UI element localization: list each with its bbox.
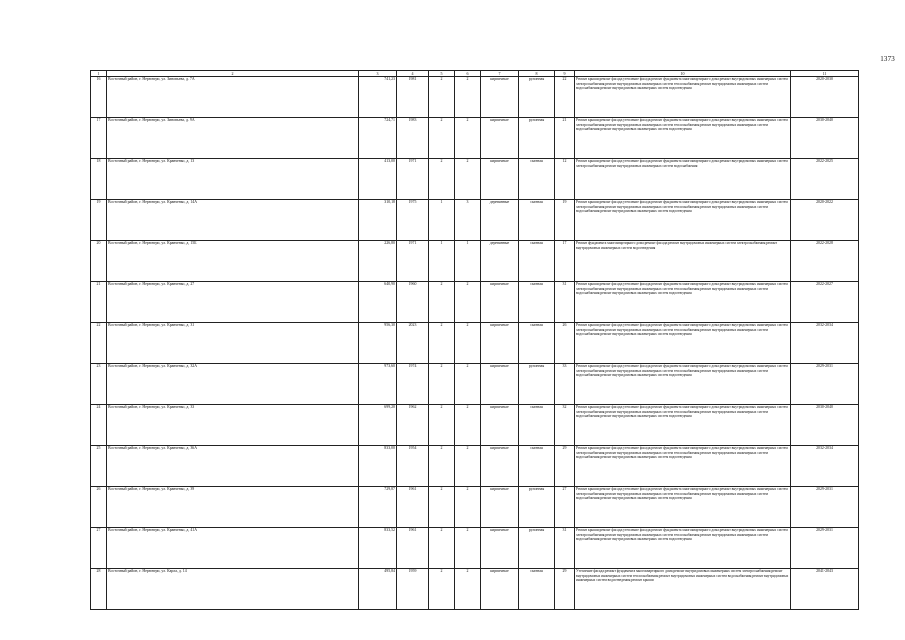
entrances-cell: 2 — [455, 405, 481, 446]
walls-material-cell: кирпичные — [481, 487, 519, 528]
planned-period-cell: 2029-2031 — [791, 487, 859, 528]
table-row — [91, 77, 859, 118]
table-row — [91, 405, 859, 446]
planned-period-cell: 2022-2028 — [791, 241, 859, 282]
repair-works-cell: Ремонт крыши;ремонт фасада;утепление фасада;ремонт фундамента многоквартирного дома;ремонт внутридомовых инженерных систем электроснабжения;ремонт внутридомовых инженерных систем теплоснабжения;ремонт внутридомовых инженерных систем водоснабжения;ремонт внутридомовых инженерных систем водоотведения — [575, 282, 791, 323]
row-number: 21 — [91, 282, 107, 323]
row-number: 27 — [91, 528, 107, 569]
address-cell: Восточный район, г. Нерюнгри, ул. Кравченко, д. 27 — [107, 282, 359, 323]
walls-material-cell: кирпичные — [481, 282, 519, 323]
planned-period-cell: 2022-2027 — [791, 282, 859, 323]
walls-material-cell: кирпичные — [481, 77, 519, 118]
year-cell: 1981 — [397, 77, 429, 118]
repair-works-cell: Ремонт крыши;ремонт фасада;утепление фасада;ремонт фундамента многоквартирного дома;ремонт внутридомовых инженерных систем электроснабжения;ремонт внутридомовых инженерных систем теплоснабжения;ремонт внутридомовых инженерных систем водоснабжения;ремонт внутридомовых инженерных систем водоотведения — [575, 405, 791, 446]
column-header-5: 5 — [429, 71, 455, 77]
table-body — [91, 77, 859, 610]
residents-cell: 27 — [555, 487, 575, 528]
area-cell: 833,52 — [359, 528, 397, 569]
row-number: 17 — [91, 118, 107, 159]
walls-material-cell: кирпичные — [481, 159, 519, 200]
residents-cell: 26 — [555, 323, 575, 364]
repair-works-cell: Ремонт крыши;ремонт фасада;утепление фасада;ремонт фундамента многоквартирного дома;ремонт внутридомовых инженерных систем электроснабжения;ремонт внутридомовых инженерных систем теплоснабжения;ремонт внутридомовых инженерных систем водоснабжения;ремонт внутридомовых инженерных систем водоотведения — [575, 528, 791, 569]
year-cell: 1959 — [397, 569, 429, 610]
repair-works-cell: Ремонт крыши;ремонт фасада;утепление фасада;ремонт фундамента многоквартирного дома;ремонт внутридомовых инженерных систем электроснабжения;ремонт внутридомовых инженерных систем теплоснабжения;ремонт внутридомовых инженерных систем водоснабжения;ремонт внутридомовых инженерных систем водоотведения — [575, 364, 791, 405]
planned-period-cell: 2029-2031 — [791, 528, 859, 569]
floors-cell: 2 — [429, 282, 455, 323]
row-number: 28 — [91, 569, 107, 610]
entrances-cell: 2 — [455, 282, 481, 323]
residents-cell: 33 — [555, 364, 575, 405]
entrances-cell: 2 — [455, 77, 481, 118]
column-header-2: 2 — [107, 71, 359, 77]
floors-cell: 2 — [429, 446, 455, 487]
walls-material-cell: деревянные — [481, 241, 519, 282]
walls-material-cell: кирпичные — [481, 364, 519, 405]
floors-cell: 2 — [429, 118, 455, 159]
planned-period-cell: 2029-2031 — [791, 364, 859, 405]
row-number: 16 — [91, 77, 107, 118]
planned-period-cell: 2030-2040 — [791, 118, 859, 159]
year-cell: 1961 — [397, 487, 429, 528]
planned-period-cell: 2020-2030 — [791, 77, 859, 118]
area-cell: 833,00 — [359, 446, 397, 487]
repair-works-cell: Ремонт крыши;ремонт фасада;утепление фасада;ремонт фундамента многоквартирного дома;ремонт внутридомовых инженерных систем электроснабжения;ремонт внутридомовых инженерных систем водоснабжения — [575, 159, 791, 200]
roof-type-cell: рулонная — [519, 77, 555, 118]
repair-works-cell: Ремонт крыши;ремонт фасада;утепление фасада;ремонт фундамента многоквартирного дома;ремонт внутридомовых инженерных систем электроснабжения;ремонт внутридомовых инженерных систем теплоснабжения;ремонт внутридомовых инженерных систем водоснабжения;ремонт внутридомовых инженерных систем водоотведения — [575, 118, 791, 159]
column-header-6: 6 — [455, 71, 481, 77]
area-cell: 729,87 — [359, 487, 397, 528]
residents-cell: 31 — [555, 282, 575, 323]
residents-cell: 21 — [555, 118, 575, 159]
column-header-3: 3 — [359, 71, 397, 77]
repair-works-cell: Утепление фасада;ремонт фундамента многоквартирного дома;ремонт внутридомовых инженерных систем электроснабжения;ремонт внутридомовых инженерных систем теплоснабжения;ремонт внутридомовых инженерных систем водоснабжения;ремонт внутридомовых инженерных систем водоотведения;ремонт крыши — [575, 569, 791, 610]
repair-works-cell: Ремонт фундамента многоквартирного дома;ремонт фасада;ремонт внутридомовых инженерных систем электроснабжения;ремонт внутридомовых инженерных систем водоотведения — [575, 241, 791, 282]
year-cell: 1962 — [397, 405, 429, 446]
area-cell: 741,23 — [359, 77, 397, 118]
row-number: 25 — [91, 446, 107, 487]
table-row — [91, 364, 859, 405]
column-header-4: 4 — [397, 71, 429, 77]
repair-works-cell: Ремонт крыши;ремонт фасада;утепление фасада;ремонт фундамента многоквартирного дома;ремонт внутридомовых инженерных систем электроснабжения;ремонт внутридомовых инженерных систем теплоснабжения;ремонт внутридомовых инженерных систем водоснабжения;ремонт внутридомовых инженерных систем водоотведения — [575, 446, 791, 487]
planned-period-cell: 2041-2043 — [791, 569, 859, 610]
floors-cell: 2 — [429, 405, 455, 446]
table-row — [91, 282, 859, 323]
walls-material-cell: кирпичные — [481, 569, 519, 610]
column-header-7: 7 — [481, 71, 519, 77]
year-cell: 2023 — [397, 323, 429, 364]
year-cell: 1960 — [397, 282, 429, 323]
residents-cell: 31 — [555, 528, 575, 569]
column-header-9: 9 — [555, 71, 575, 77]
address-cell: Восточный район, г. Нерюнгри, ул. Кравченко, д. 14А — [107, 200, 359, 241]
repair-works-cell: Ремонт крыши;ремонт фасада;утепление фасада;ремонт фундамента многоквартирного дома;ремонт внутридомовых инженерных систем электроснабжения;ремонт внутридомовых инженерных систем теплоснабжения;ремонт внутридомовых инженерных систем водоснабжения;ремонт внутридомовых инженерных систем водоотведения — [575, 77, 791, 118]
planned-period-cell: 2020-2022 — [791, 200, 859, 241]
floors-cell: 2 — [429, 323, 455, 364]
row-number: 20 — [91, 241, 107, 282]
walls-material-cell: кирпичные — [481, 528, 519, 569]
area-cell: 226,80 — [359, 241, 397, 282]
repair-works-cell: Ремонт крыши;ремонт фасада;утепление фасада;ремонт фундамента многоквартирного дома;ремонт внутридомовых инженерных систем электроснабжения;ремонт внутридомовых инженерных систем теплоснабжения;ремонт внутридомовых инженерных систем водоснабжения;ремонт внутридомовых инженерных систем водоотведения — [575, 323, 791, 364]
area-cell: 310,18 — [359, 200, 397, 241]
roof-type-cell: скатная — [519, 569, 555, 610]
area-cell: 724,71 — [359, 118, 397, 159]
year-cell: 1954 — [397, 446, 429, 487]
address-cell: Восточный район, г. Нерюнгри, ул. Кравченко, д. 33 — [107, 405, 359, 446]
address-cell: Восточный район, г. Нерюнгри, ул. Карла, д. 14 — [107, 569, 359, 610]
area-cell: 699,20 — [359, 405, 397, 446]
floors-cell: 2 — [429, 487, 455, 528]
walls-material-cell: кирпичные — [481, 446, 519, 487]
entrances-cell: 2 — [455, 364, 481, 405]
row-number: 24 — [91, 405, 107, 446]
residents-cell: 17 — [555, 241, 575, 282]
entrances-cell: 3 — [455, 200, 481, 241]
year-cell: 1974 — [397, 364, 429, 405]
area-cell: 640,90 — [359, 282, 397, 323]
floors-cell: 2 — [429, 569, 455, 610]
table-row — [91, 569, 859, 610]
planned-period-cell: 2022-2025 — [791, 159, 859, 200]
roof-type-cell: рулонная — [519, 487, 555, 528]
row-number: 26 — [91, 487, 107, 528]
table-row — [91, 487, 859, 528]
table-row — [91, 241, 859, 282]
floors-cell: 1 — [429, 241, 455, 282]
area-cell: 956,30 — [359, 323, 397, 364]
entrances-cell: 2 — [455, 528, 481, 569]
area-cell: 495,84 — [359, 569, 397, 610]
entrances-cell: 2 — [455, 446, 481, 487]
entrances-cell: 2 — [455, 487, 481, 528]
table-row — [91, 118, 859, 159]
roof-type-cell: скатная — [519, 282, 555, 323]
address-cell: Восточный район, г. Нерюнгри, ул. Кравченко, д. 31 — [107, 323, 359, 364]
table-row — [91, 323, 859, 364]
roof-type-cell: скатная — [519, 159, 555, 200]
address-cell: Восточный район, г. Нерюнгри, ул. Зиновьева, д. 9А — [107, 118, 359, 159]
entrances-cell: 1 — [455, 241, 481, 282]
address-cell: Восточный район, г. Нерюнгри, ул. Зиновьева, д. 7А — [107, 77, 359, 118]
residents-cell: 12 — [555, 159, 575, 200]
walls-material-cell: кирпичные — [481, 118, 519, 159]
repair-works-cell: Ремонт крыши;ремонт фасада;утепление фасада;ремонт фундамента многоквартирного дома;ремонт внутридомовых инженерных систем электроснабжения;ремонт внутридомовых инженерных систем теплоснабжения;ремонт внутридомовых инженерных систем водоснабжения;ремонт внутридомовых инженерных систем водоотведения — [575, 200, 791, 241]
planned-period-cell: 2032-2034 — [791, 446, 859, 487]
residents-cell: 19 — [555, 200, 575, 241]
roof-type-cell: скатная — [519, 200, 555, 241]
area-cell: 973,60 — [359, 364, 397, 405]
planned-period-cell: 2030-2040 — [791, 405, 859, 446]
entrances-cell: 2 — [455, 159, 481, 200]
table-row — [91, 528, 859, 569]
roof-type-cell: рулонная — [519, 528, 555, 569]
roof-type-cell: скатная — [519, 241, 555, 282]
repair-works-cell: Ремонт крыши;ремонт фасада;утепление фасада;ремонт фундамента многоквартирного дома;ремонт внутридомовых инженерных систем электроснабжения;ремонт внутридомовых инженерных систем теплоснабжения;ремонт внутридомовых инженерных систем водоснабжения;ремонт внутридомовых инженерных систем водоотведения — [575, 487, 791, 528]
residents-cell: 22 — [555, 77, 575, 118]
year-cell: 1971 — [397, 159, 429, 200]
area-cell: 413,00 — [359, 159, 397, 200]
floors-cell: 2 — [429, 159, 455, 200]
year-cell: 1971 — [397, 241, 429, 282]
residents-cell: 32 — [555, 405, 575, 446]
roof-type-cell: скатная — [519, 323, 555, 364]
year-cell: 1975 — [397, 200, 429, 241]
entrances-cell: 2 — [455, 569, 481, 610]
roof-type-cell: рулонная — [519, 364, 555, 405]
row-number: 18 — [91, 159, 107, 200]
floors-cell: 2 — [429, 77, 455, 118]
row-number: 22 — [91, 323, 107, 364]
table-row — [91, 446, 859, 487]
address-cell: Восточный район, г. Нерюнгри, ул. Кравченко, д. 32А — [107, 364, 359, 405]
address-cell: Восточный район, г. Нерюнгри, ул. Кравченко, д. 39 — [107, 487, 359, 528]
column-header-8: 8 — [519, 71, 555, 77]
page-number: 1373 — [880, 55, 895, 63]
column-header-11: 11 — [791, 71, 859, 77]
floors-cell: 2 — [429, 364, 455, 405]
row-number: 19 — [91, 200, 107, 241]
walls-material-cell: кирпичные — [481, 323, 519, 364]
year-cell: 1983 — [397, 118, 429, 159]
roof-type-cell: скатная — [519, 405, 555, 446]
entrances-cell: 2 — [455, 323, 481, 364]
address-cell: Восточный район, г. Нерюнгри, ул. Кравченко, д. 36А — [107, 446, 359, 487]
floors-cell: 1 — [429, 200, 455, 241]
table-row — [91, 200, 859, 241]
address-cell: Восточный район, г. Нерюнгри, ул. Кравченко, д. 15Б — [107, 241, 359, 282]
table-row — [91, 159, 859, 200]
year-cell: 1961 — [397, 528, 429, 569]
entrances-cell: 2 — [455, 118, 481, 159]
address-cell: Восточный район, г. Нерюнгри, ул. Кравченко, д. 41А — [107, 528, 359, 569]
row-number: 23 — [91, 364, 107, 405]
walls-material-cell: деревянные — [481, 200, 519, 241]
residents-cell: 29 — [555, 569, 575, 610]
column-header-1: 1 — [91, 71, 107, 77]
planned-period-cell: 2032-2034 — [791, 323, 859, 364]
housing-register-table — [90, 70, 859, 610]
walls-material-cell: кирпичные — [481, 405, 519, 446]
roof-type-cell: рулонная — [519, 118, 555, 159]
residents-cell: 29 — [555, 446, 575, 487]
column-header-10: 10 — [575, 71, 791, 77]
floors-cell: 2 — [429, 528, 455, 569]
roof-type-cell: скатная — [519, 446, 555, 487]
address-cell: Восточный район, г. Нерюнгри, ул. Кравченко, д. 13 — [107, 159, 359, 200]
